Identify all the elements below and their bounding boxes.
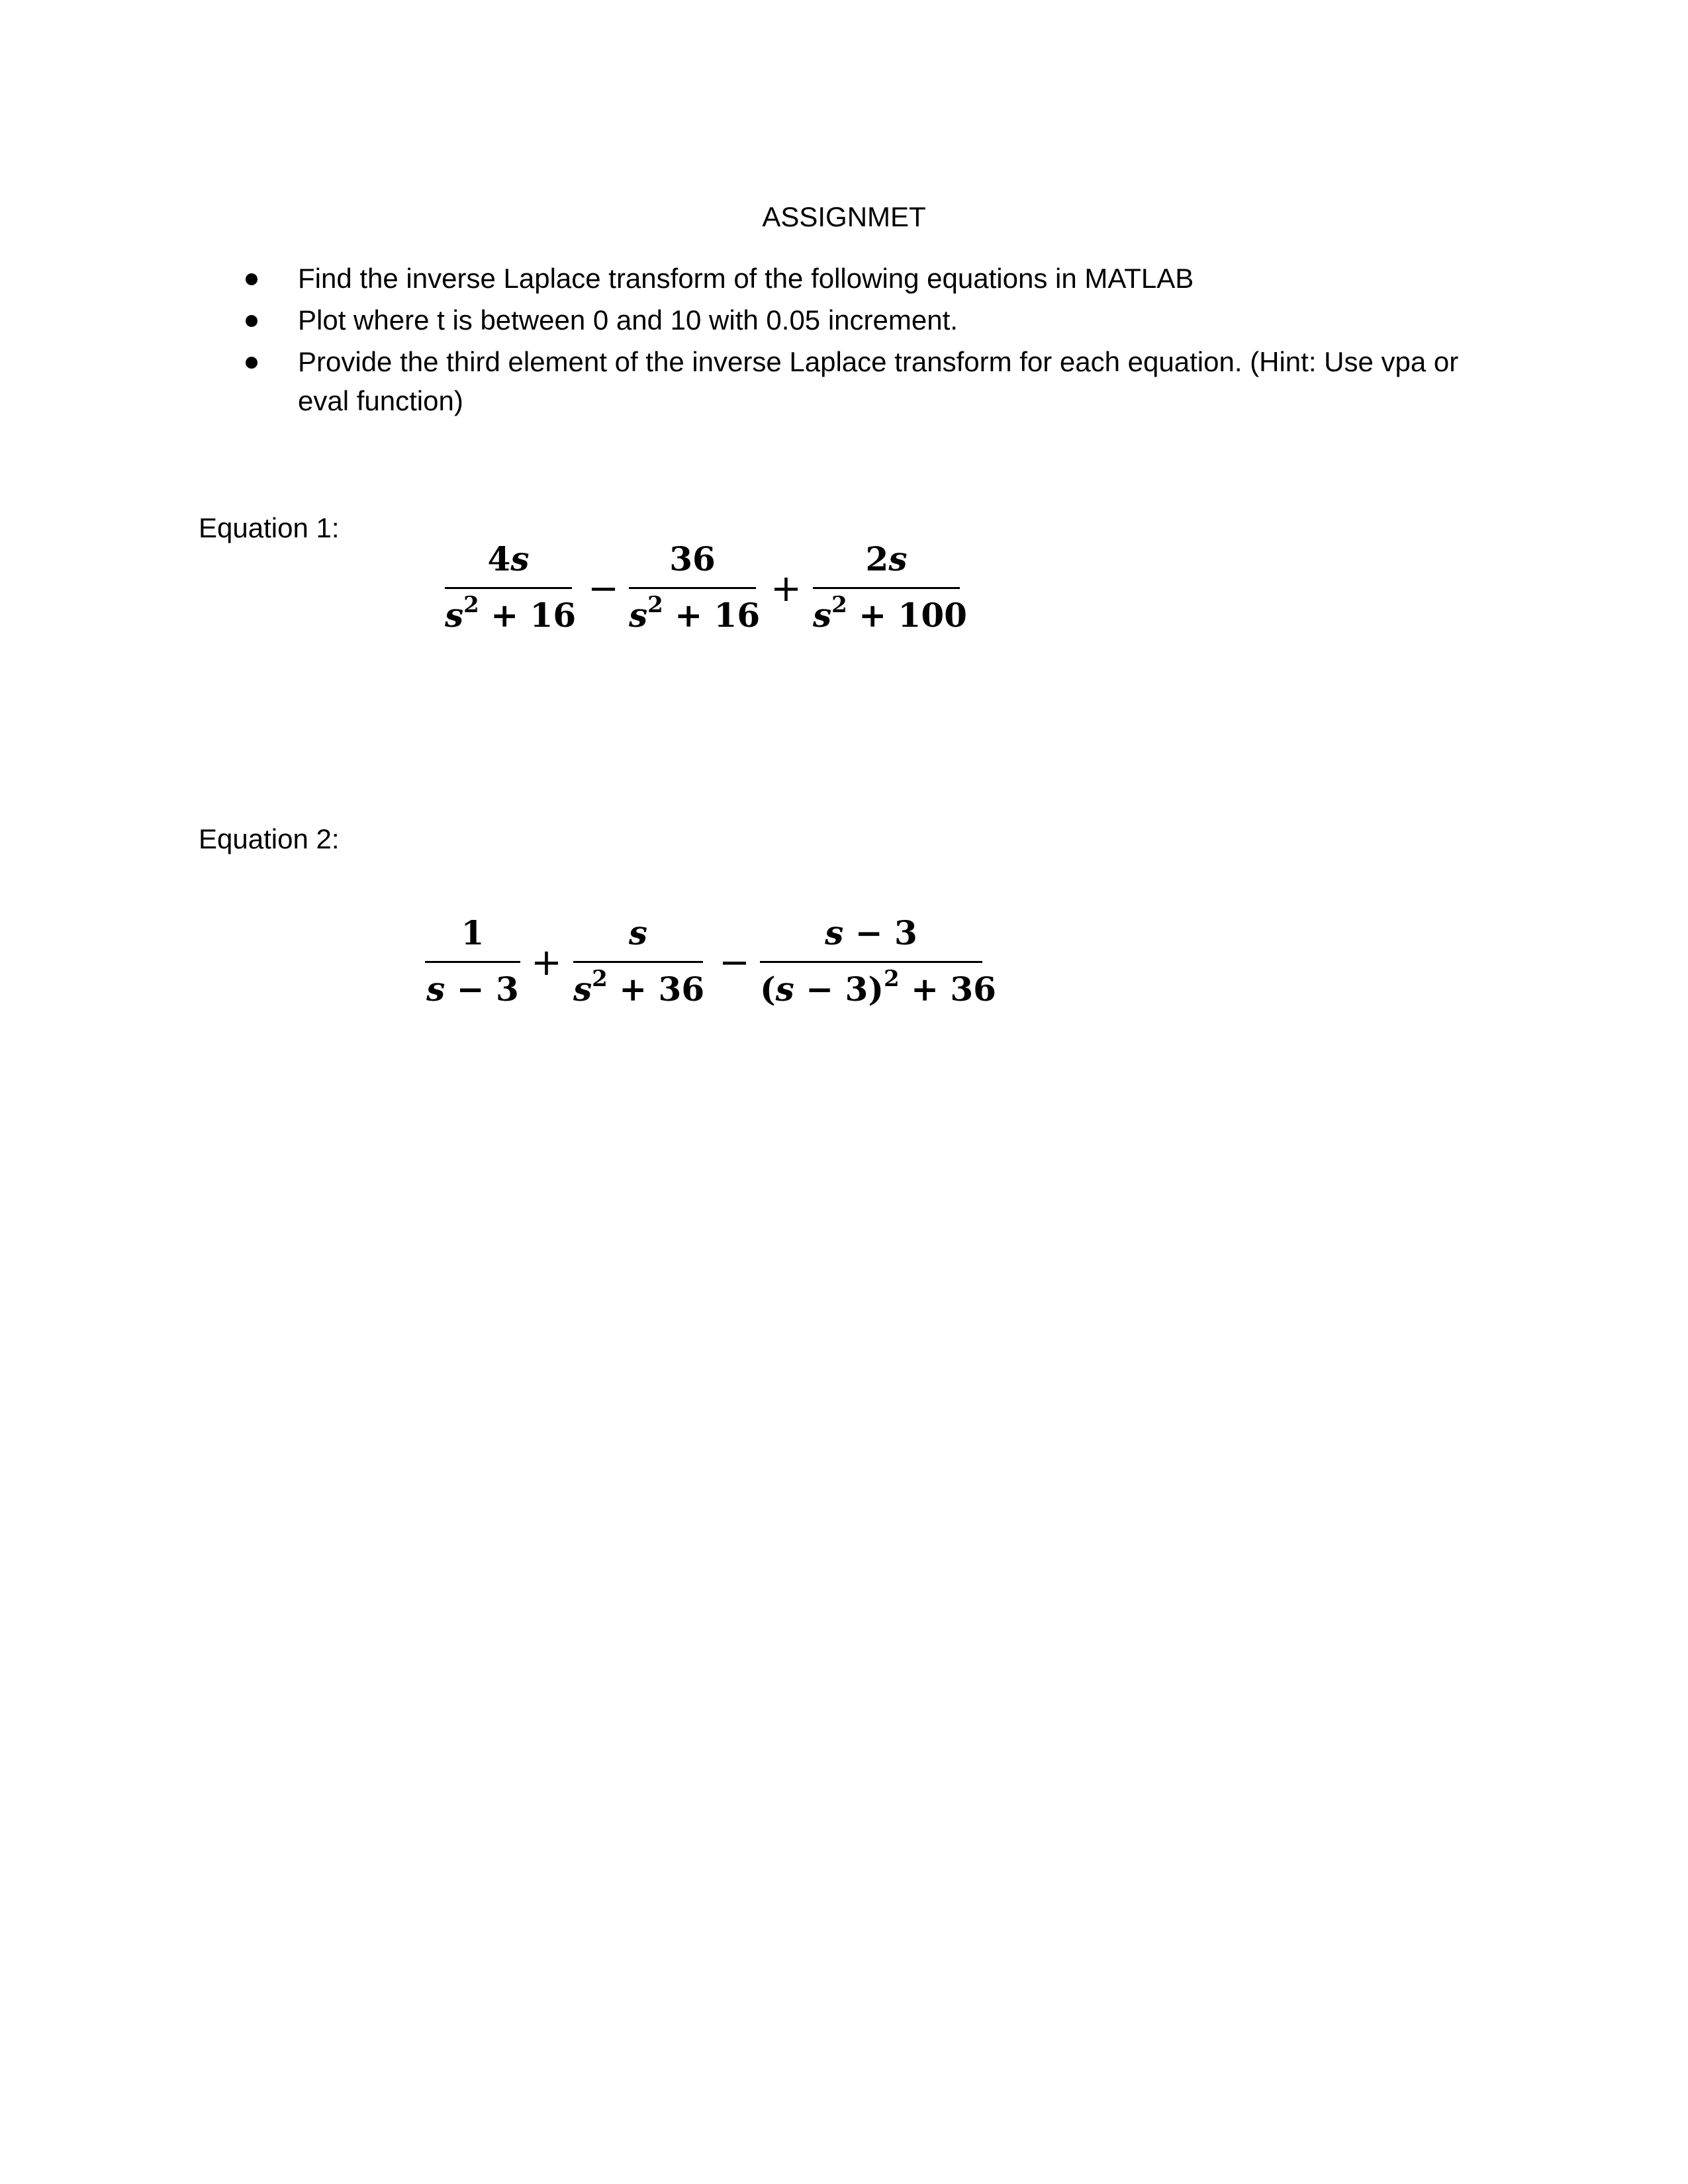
page-title: ASSIGNMET bbox=[762, 201, 926, 232]
numerator: s − 3 bbox=[825, 913, 917, 952]
instruction-list bbox=[0, 259, 1688, 423]
fraction-bar bbox=[813, 587, 960, 589]
equation-2-term-1 bbox=[425, 913, 520, 1009]
equation-2-term-2 bbox=[573, 913, 703, 1009]
plus-operator: + bbox=[771, 567, 802, 610]
equation-1-label: Equation 1: bbox=[199, 512, 340, 543]
denominator: $(s - 3)^2 + 36$ bbox=[760, 966, 996, 1009]
list-item bbox=[0, 259, 1476, 298]
numerator: 1 bbox=[461, 913, 485, 952]
equation-2-term-3 bbox=[760, 913, 996, 1009]
fraction-bar bbox=[760, 961, 982, 963]
list-item-text: Plot where t is between 0 and 10 with 0.05 increment. bbox=[298, 304, 958, 336]
fraction-bar bbox=[629, 587, 756, 589]
fraction-bar bbox=[445, 587, 572, 589]
numerator: s bbox=[628, 913, 648, 952]
minus-operator: − bbox=[719, 941, 750, 984]
bullet-icon bbox=[246, 357, 258, 369]
numerator: 4s bbox=[487, 539, 530, 578]
list-item-text: Provide the third element of the inverse Laplace transform for each equation. (Hint: Use vpa or eval function) bbox=[298, 346, 1459, 416]
numerator: 2s bbox=[865, 539, 908, 578]
denominator: $s^2 + 36$ bbox=[573, 966, 705, 1009]
list-item-text: Find the inverse Laplace transform of the following equations in MATLAB bbox=[298, 263, 1194, 294]
equation-1-term-1 bbox=[445, 539, 577, 635]
denominator: $s^2 + 16$ bbox=[445, 592, 577, 635]
bullet-icon bbox=[246, 273, 258, 285]
denominator: s − 3 bbox=[426, 970, 519, 1009]
equation-1-term-2 bbox=[629, 539, 761, 635]
numerator: 36 bbox=[669, 539, 716, 578]
equation-1-term-3 bbox=[813, 539, 967, 635]
list-item bbox=[0, 342, 1476, 420]
minus-operator: − bbox=[588, 567, 619, 610]
denominator: $s^2 + 16$ bbox=[629, 592, 761, 635]
equation-2-label: Equation 2: bbox=[199, 823, 340, 854]
fraction-bar bbox=[425, 961, 520, 963]
plus-operator: + bbox=[531, 941, 562, 984]
fraction-bar bbox=[573, 961, 703, 963]
list-item bbox=[0, 300, 1476, 340]
denominator: $s^2 + 100$ bbox=[813, 592, 967, 635]
bullet-icon bbox=[246, 315, 258, 327]
